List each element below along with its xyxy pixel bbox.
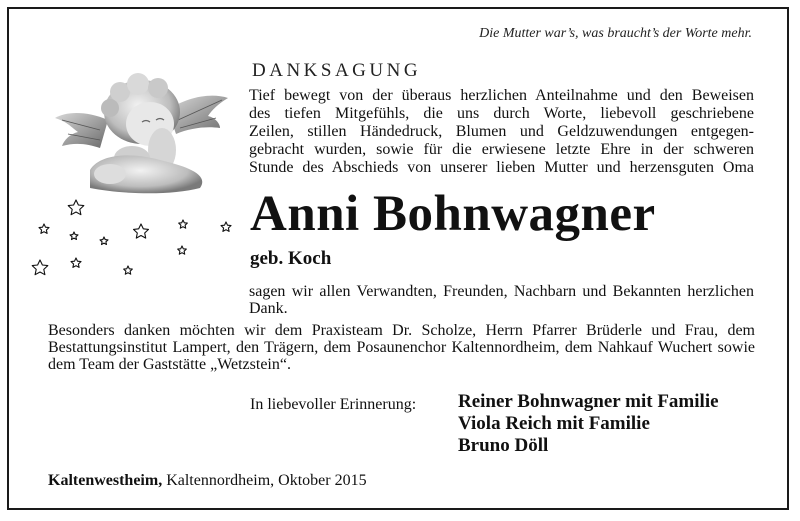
star-icon	[39, 224, 49, 233]
star-icon	[32, 260, 48, 275]
stars-decoration	[28, 196, 238, 286]
signers-list	[458, 391, 719, 457]
star-icon	[124, 266, 133, 274]
signer-name: Viola Reich mit Familie	[458, 413, 650, 434]
thanks-paragraph: sagen wir allen Verwandten, Freunden, Nachbarn und Bekannten herzlichen Dank.	[249, 283, 754, 317]
star-icon	[100, 237, 108, 245]
place-date: Kaltennordheim, Oktober 2015	[162, 472, 367, 489]
star-icon	[70, 232, 78, 240]
motto-quote: Die Mutter war’s, was braucht’s der Worte mehr.	[479, 26, 752, 41]
star-icon	[179, 220, 188, 228]
place-bold: Kaltenwestheim,	[48, 472, 163, 489]
heading-danksagung: DANKSAGUNG	[252, 60, 422, 81]
intro-line: gebracht wurden, sowie für die erwiesene letzte Ehre in der schweren	[249, 141, 754, 158]
star-icon	[221, 222, 231, 231]
star-icon	[71, 258, 81, 267]
special-thanks-paragraph: Besonders danken möchten wir dem Praxisteam Dr. Scholze, Herrn Pfarrer Brüderle und Frau, dem Bestattungsinstitut Lampert, den Trägern, dem Posaunenchor Kaltennordheim, dem Nahkauf Wuchert sowie dem Team der Gaststätte „Wetzstein“.	[48, 322, 755, 373]
intro-line: Stunde des Abschieds von unserer lieben Mutter und herzensguten Oma	[249, 159, 754, 176]
deceased-name: Anni Bohnwagner	[250, 186, 656, 242]
signer-name: Bruno Döll	[458, 435, 549, 456]
intro-paragraph	[249, 87, 754, 177]
signer-name: Reiner Bohnwagner mit Familie	[458, 391, 719, 412]
angel-illustration	[50, 70, 230, 200]
place-date-line	[48, 472, 367, 490]
memory-label: In liebevoller Erinnerung:	[250, 396, 417, 413]
intro-line: des tiefen Mitgefühls, die uns durch Worte, liebevoll geschriebene	[249, 105, 754, 122]
star-icon	[178, 246, 187, 254]
birth-name: geb. Koch	[250, 248, 332, 269]
star-icon	[68, 200, 84, 215]
star-icon	[134, 224, 149, 238]
intro-line: Tief bewegt von der überaus herzlichen Anteilnahme und den Beweisen	[249, 87, 754, 104]
intro-line: Zeilen, stillen Händedruck, Blumen und Geldzuwendungen entgegen-	[249, 123, 754, 140]
